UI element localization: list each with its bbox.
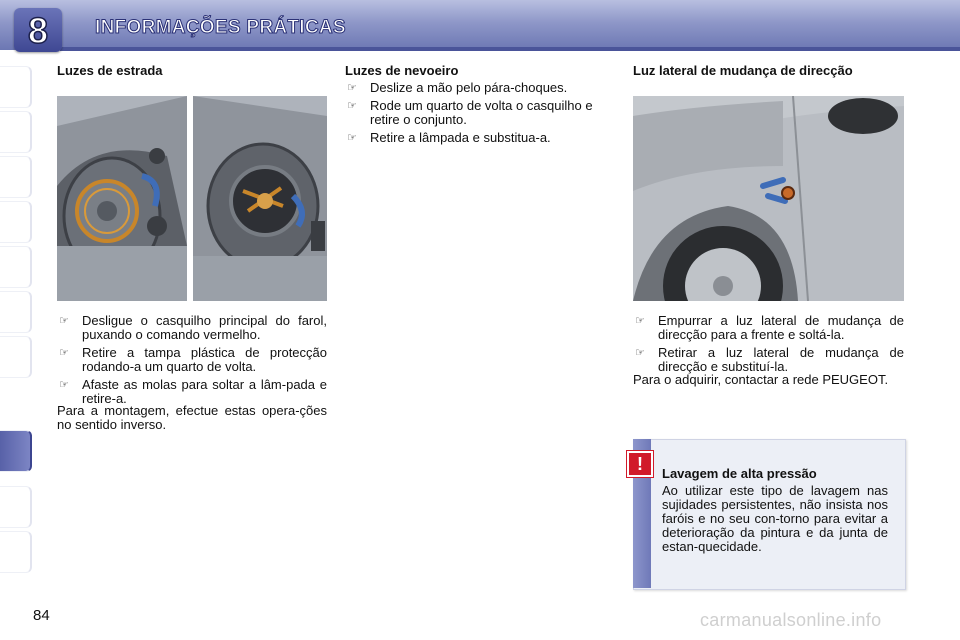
pointing-hand-icon: ☞	[635, 347, 645, 359]
watermark: carmanualsonline.info	[700, 610, 882, 630]
foglight-steps	[345, 81, 617, 149]
chapter-tab-icon	[14, 8, 62, 52]
pointing-hand-icon: ☞	[347, 100, 357, 112]
side-tab[interactable]	[0, 531, 32, 573]
chapter-side-tabs	[0, 66, 34, 576]
pointing-hand-icon: ☞	[635, 315, 645, 327]
list-item: ☞ Desligue o casquilho principal do farol, puxando o comando vermelho.	[59, 313, 327, 342]
headlight-steps	[57, 314, 327, 410]
pointing-hand-icon: ☞	[59, 379, 69, 391]
side-tab[interactable]	[0, 66, 32, 108]
warning-title: Lavagem de alta pressão	[662, 466, 817, 481]
list-item: ☞ Retire a tampa plástica de protecção rodando-a um quarto de volta.	[59, 345, 327, 374]
list-item: ☞ Retire a lâmpada e substitua-a.	[347, 130, 551, 145]
headlight-note: Para a montagem, efectue estas opera-ções no sentido inverso.	[57, 403, 327, 432]
side-tab[interactable]	[0, 336, 32, 378]
headlight-photo-1	[57, 96, 187, 301]
list-item: ☞ Empurrar a luz lateral de mudança de direcção para a frente e soltá-la.	[635, 313, 904, 342]
headlight-heading: Luzes de estrada	[57, 63, 163, 78]
foglight-heading: Luzes de nevoeiro	[345, 63, 459, 78]
side-tab[interactable]	[0, 111, 32, 153]
pointing-hand-icon: ☞	[347, 82, 357, 94]
side-tab[interactable]	[0, 246, 32, 288]
chapter-number: 8	[27, 10, 49, 51]
list-item: ☞ Afaste as molas para soltar a lâm-pada e retire-a.	[59, 377, 327, 406]
side-indicator-note: Para o adquirir, contactar a rede PEUGEOT.	[633, 372, 889, 387]
side-indicator-steps	[633, 314, 904, 378]
warning-text: Ao utilizar este tipo de lavagem nas sujidades persistentes, não insista nos faróis e no seu con-torno para evitar a deterioração da pintura e da junta de estan-quecidade.	[662, 483, 888, 554]
pointing-hand-icon: ☞	[59, 315, 69, 327]
headlight-photo-2	[193, 96, 327, 301]
page-number: 84	[33, 607, 50, 624]
pointing-hand-icon: ☞	[59, 347, 69, 359]
list-item: ☞ Rode um quarto de volta o casquilho e retire o conjunto.	[347, 98, 593, 127]
side-tab[interactable]	[0, 201, 32, 243]
side-tab[interactable]	[0, 486, 32, 528]
header-stripe	[60, 47, 960, 51]
list-item: ☞ Retirar a luz lateral de mudança de direcção e substituí-la.	[635, 345, 904, 374]
side-tab[interactable]	[0, 291, 32, 333]
side-tab[interactable]	[0, 156, 32, 198]
warning-icon: !	[627, 451, 653, 477]
page-title: INFORMAÇÕES PRÁTICAS	[95, 17, 346, 38]
pointing-hand-icon: ☞	[347, 132, 357, 144]
side-indicator-photo	[633, 96, 904, 301]
list-item: ☞ Deslize a mão pelo pára-choques.	[347, 80, 568, 95]
side-indicator-heading: Luz lateral de mudança de direcção	[633, 63, 853, 78]
side-tab-active[interactable]	[0, 430, 32, 472]
